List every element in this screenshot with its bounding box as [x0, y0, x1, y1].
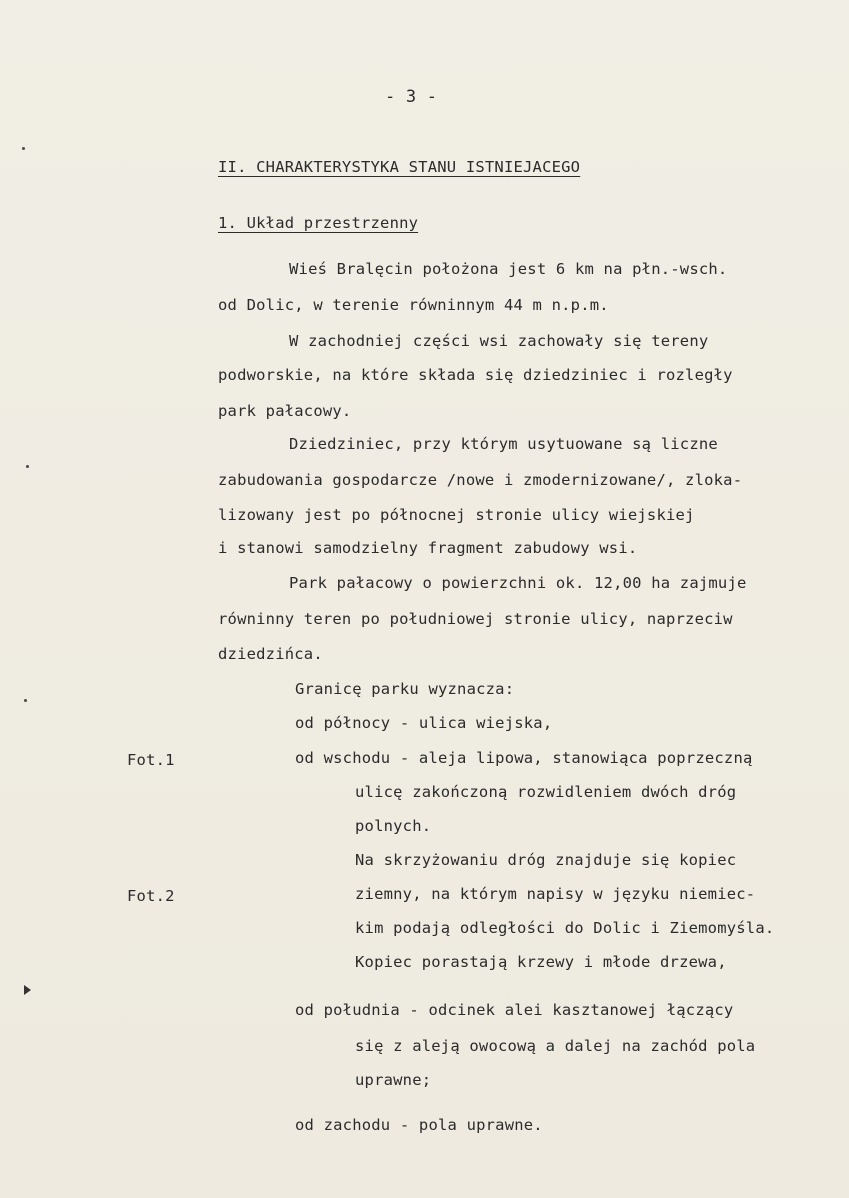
body-line: od zachodu - pola uprawne. [295, 1116, 543, 1134]
body-line: podworskie, na które składa się dziedziniec i rozległy [218, 366, 733, 384]
scan-speck [24, 699, 27, 702]
body-line: uprawne; [355, 1071, 432, 1089]
binder-arrow-icon [24, 985, 31, 995]
body-line: polnych. [355, 817, 432, 835]
body-line: Park pałacowy o powierzchni ok. 12,00 ha zajmuje [289, 574, 747, 592]
body-line: park pałacowy. [218, 402, 352, 420]
body-line: od wschodu - aleja lipowa, stanowiąca poprzeczną [295, 749, 753, 767]
body-line: równinny teren po południowej stronie ulicy, naprzeciw [218, 610, 733, 628]
subsection-title: 1. Układ przestrzenny [218, 214, 419, 232]
body-line: W zachodniej części wsi zachowały się tereny [289, 332, 709, 350]
body-line: Wieś Bralęcin położona jest 6 km na płn.-wsch. [289, 260, 728, 278]
body-line: Kopiec porastają krzewy i młode drzewa, [355, 953, 727, 971]
body-line: i stanowi samodzielny fragment zabudowy wsi. [218, 539, 638, 557]
body-line: Dziedziniec, przy którym usytuowane są liczne [289, 435, 718, 453]
margin-note-fot-2: Fot.2 [127, 887, 175, 905]
section-title: II. CHARAKTERYSTYKA STANU ISTNIEJACEGO [218, 158, 581, 176]
margin-note-fot-1: Fot.1 [127, 751, 175, 769]
scan-speck [22, 147, 25, 150]
page-number: - 3 - [385, 87, 438, 107]
body-line: się z aleją owocową a dalej na zachód pola [355, 1037, 756, 1055]
body-line: Na skrzyżowaniu dróg znajduje się kopiec [355, 851, 737, 869]
body-line: dziedzińca. [218, 645, 323, 663]
body-line: od Dolic, w terenie równinnym 44 m n.p.m. [218, 296, 609, 314]
scan-speck [26, 465, 29, 468]
body-line: ziemny, na którym napisy w języku niemiec- [355, 885, 756, 903]
body-line: Granicę parku wyznacza: [295, 680, 515, 698]
body-line: od południa - odcinek alei kasztanowej łączący [295, 1001, 734, 1019]
body-line: ulicę zakończoną rozwidleniem dwóch dróg [355, 783, 737, 801]
body-line: zabudowania gospodarcze /nowe i zmodernizowane/, zloka- [218, 471, 743, 489]
body-line: kim podają odległości do Dolic i Ziemomyśla. [355, 919, 775, 937]
body-line: od północy - ulica wiejska, [295, 714, 553, 732]
body-line: lizowany jest po północnej stronie ulicy wiejskiej [218, 506, 695, 524]
